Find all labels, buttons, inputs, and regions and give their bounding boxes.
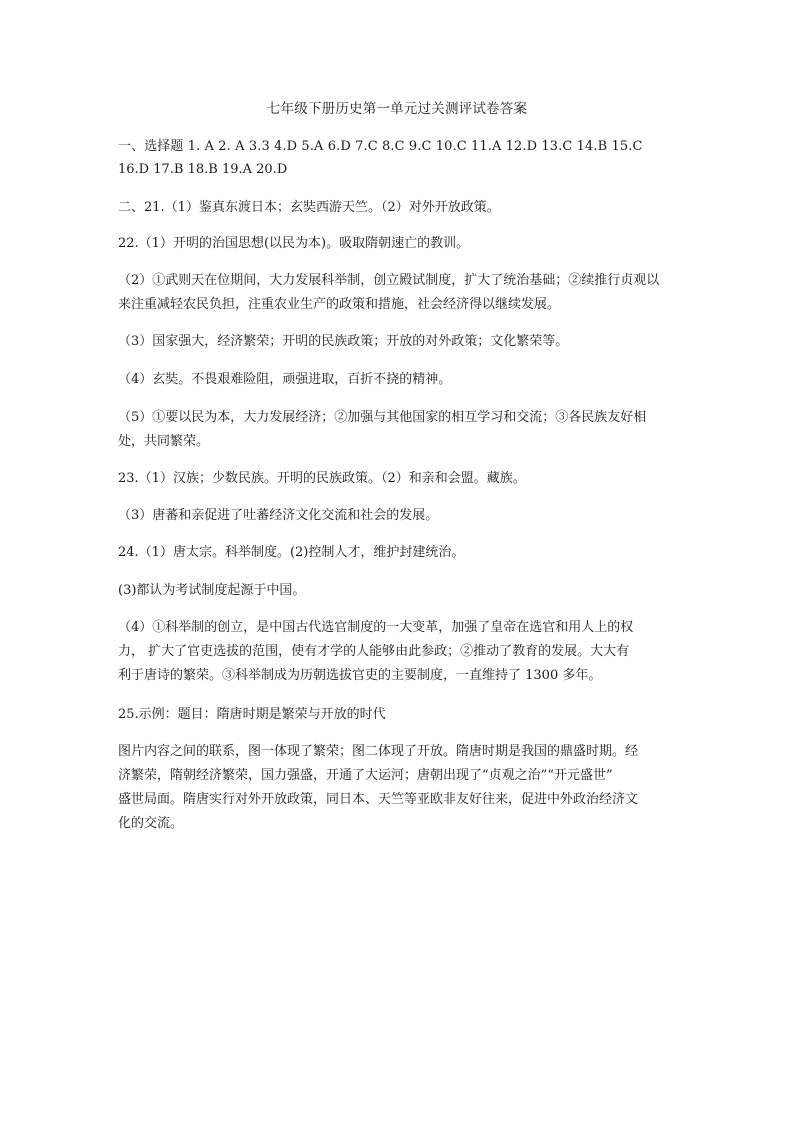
q25-body-line2: 济繁荣，隋朝经济繁荣，国力强盛，开通了大运河；唐朝出现了“贞观之治”“开元盛世” (118, 768, 613, 783)
q25-body-line4: 化的交流。 (118, 816, 184, 831)
page-title: 七年级下册历史第一单元过关测评试卷答案 (266, 101, 528, 117)
q22-part4: （4）玄奘。不畏艰难险阻，顽强进取，百折不挠的精神。 (118, 372, 452, 387)
q22-part2-line2: 来注重减轻农民负担，注重农业生产的政策和措施，社会经济得以继续发展。 (118, 297, 561, 312)
q22-part1: 22.（1）开明的治国思想(以民为本)。吸取隋朝速亡的教训。 (118, 236, 470, 251)
q22-part2-line1: （2）①武则天在位期间，大力发展科举制，创立殿试制度，扩大了统治基础；②续推行贞观以 (118, 273, 660, 288)
q23-part3: （3）唐蕃和亲促进了吐蕃经济文化交流和社会的发展。 (118, 508, 439, 523)
q23-part1: 23.（1）汉族；少数民族。开明的民族政策。（2）和亲和会盟。藏族。 (118, 471, 526, 486)
q25-body-line3: 盛世局面。隋唐实行对外开放政策，同日本、天竺等亚欧非友好往来，促进中外政治经济文 (118, 792, 639, 807)
q21-answer: 二、21.（1）鉴真东渡日本；玄奘西游天竺。（2）对外开放政策。 (118, 200, 500, 215)
mc-answers-line-2: 16.D 17.B 18.B 19.A 20.D (118, 162, 288, 177)
q24-part4-line3: 利于唐诗的繁荣。③科举制成为历朝选拔官吏的主要制度，一直维持了 1300 多年。 (118, 668, 602, 683)
q22-part5-line2: 处，共同繁荣。 (118, 434, 210, 449)
mc-answers-line-1: 一、选择题 1. A 2. A 3.3 4.D 5.A 6.D 7.C 8.C 9.C 10.C 11.A 12.D 13.C 14.B 15.C (118, 139, 643, 154)
q22-part5-line1: （5）①要以民为本，大力发展经济；②加强与其他国家的相互学习和交流；③各民族友好相 (118, 410, 647, 425)
q22-part3: （3）国家强大，经济繁荣；开明的民族政策；开放的对外政策；文化繁荣等。 (118, 334, 569, 349)
q24-part4-line1: （4）①科举制的创立，是中国古代选官制度的一大变革，加强了皇帝在选官和用人上的权 (118, 620, 634, 635)
q24-part4-line2: 力， 扩大了官吏选拔的范围，使有才学的人能够由此参政；②推动了教育的发展。大大有 (118, 644, 630, 659)
q25-body-line1: 图片内容之间的联系，图一体现了繁荣；图二体现了开放。隋唐时期是我国的鼎盛时期。经 (118, 744, 639, 759)
q25-heading: 25.示例：题目：隋唐时期是繁荣与开放的时代 (118, 707, 386, 722)
q24-part3: (3)都认为考试制度起源于中国。 (118, 583, 306, 598)
q24-part1: 24.（1）唐太宗。科举制度。(2)控制人才，维护封建统治。 (118, 545, 465, 560)
